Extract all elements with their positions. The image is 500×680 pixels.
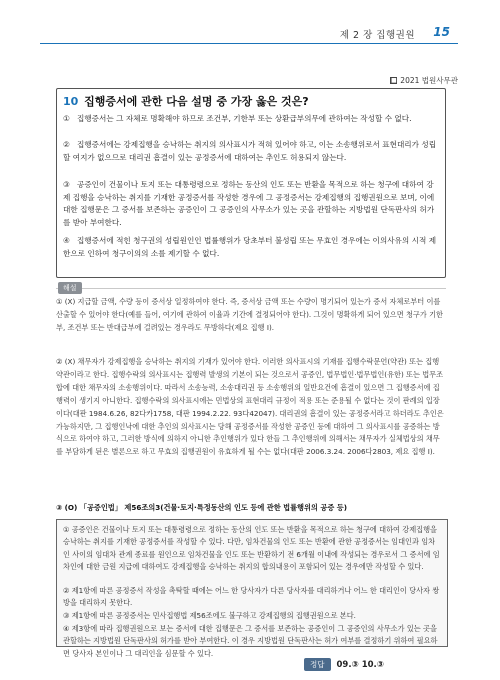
option-2 xyxy=(63,139,439,164)
page-number: 15 xyxy=(433,25,450,39)
option-mark: ④ xyxy=(63,236,70,245)
option-text: 집행증서에 적힌 청구권의 성립원인인 법률행위가 당초부터 불성립 또는 무효인 경우에는 이의사유의 시적 제한으로 인하여 청구이의의 소를 제기할 수 없다. xyxy=(63,236,437,258)
option-text: 공증인이 건물이나 토지 또는 대통령령으로 정하는 동산의 인도 또는 반환을 목적으로 하는 청구에 대하여 강제 집행을 승낙하는 취지를 기재한 공정증서를 작성한 경우에 그 공정증서는 강제집행의 집행권원으로 보며, 이에 대한 집행문은 그 증서를 보존하는 공증인이 그 공증인의 사무소가 있는 곳을 관할하는 지방법원 단독판사의 허가를 받아 부여한다. xyxy=(63,180,435,227)
question-box xyxy=(56,88,446,278)
option-text: 집행증서는 그 자체로 명확해야 하므로 조건부, 기한부 또는 상환급부의무에 관하여는 작성할 수 없다. xyxy=(77,114,412,123)
option-1 xyxy=(63,113,439,126)
option-3 xyxy=(63,179,439,229)
explanation-label: 해설 xyxy=(58,282,82,294)
question-title xyxy=(63,93,309,109)
law-item-3: ③ 제1항에 따른 공정증서는 민사집행법 제56조에도 불구하고 강제집행의 집행권원으로 본다. xyxy=(63,611,356,620)
question-text: 집행증서에 관한 다음 설명 중 가장 옳은 것은? xyxy=(84,95,309,108)
page-header xyxy=(0,0,500,44)
law-text-box xyxy=(56,519,448,658)
source-bullet-icon: ■ xyxy=(390,77,397,84)
answer-text: 09.③ 10.③ xyxy=(336,659,384,670)
answer-label: 정답 xyxy=(304,658,331,671)
option-4 xyxy=(63,235,439,260)
source-tag xyxy=(390,75,458,86)
explanation-divider xyxy=(56,288,446,289)
chapter-label: 제 2 장 집행권원 xyxy=(339,30,415,41)
option-text: 집행증서에는 강제집행을 승낙하는 취지의 의사표시가 적혀 있어야 하고, 이는 소송행위로서 표현대리가 성립할 여지가 없으므로 대리권 흠결이 있는 공정증서에 대하여는 추인도 허용되지 않는다. xyxy=(63,140,437,162)
source-text: 2021 법원사무관 xyxy=(400,76,458,85)
header-divider xyxy=(40,43,458,44)
option-mark: ① xyxy=(63,114,70,123)
question-number: 10 xyxy=(63,95,79,108)
law-item-2: ② 제1항에 따른 공정증서 작성을 촉탁할 때에는 어느 한 당사자가 다른 당사자를 대리하거나 어느 한 대리인이 당사자 쌍방을 대리하지 못한다. xyxy=(63,586,440,608)
answer-bar xyxy=(304,658,384,671)
explanation-paragraph-3: ③ (O) 「공증인법」 제56조의3(건물·토지·특정동산의 인도 등에 관한 법률행위의 공증 등) xyxy=(56,503,347,512)
explanation-paragraph-1: ① (X) 지급할 금액, 수량 등이 증서상 일정하여야 한다. 즉, 증서상 금액 또는 수량이 명기되어 있는가 증서 자체로부터 이를 산출할 수 있어야 한다(예를 들어, 여기에 관하여 이율과 기간에 결정되어야 한다). 그것이 명확하게 되어 있으면 청구가 기한부, 조건부 또는 반대급부에 걸려있는 경우라도 무방하다(제요 집행 I). xyxy=(56,297,443,332)
option-mark: ② xyxy=(63,140,70,149)
explanation-paragraph-2: ② (X) 채무자가 강제집행을 승낙하는 취지의 기재가 있어야 한다. 이러한 의사표시의 기재를 집행수락문언(약관) 또는 집행약관이라고 한다. 집행수락의 의사표시는 집행력 발생의 기본이 되는 것으로서 공증인, 법무법인·법무법인(유한) 또는 법무조합에 대한 채무자의 소송행위이다. 따라서 소송능력, 소송대리권 등 소송행위의 일반요건에 흠결이 있으면 그 집행증서에 집행력이 생기지 아니한다. 집행수락의 의사표시에는 민법상의 표현대리 규정이 적용 또는 준용될 수 없다는 것이 판례의 입장이다(대판 1984.6.26, 82다카1758, 대판 1994.2.22. 93다42047). 대리권의 흠결이 있는 공정증서라고 하더라도 추인은 가능하지만, 그 집행인낙에 대한 추인의 의사표시는 당해 공정증서를 작성한 공증인 등에 대하여 그 의사표시를 공증하는 방식으로 하여야 하고, 그러한 방식에 의하지 아니한 추인행위가 있다 한들 그 추인행위에 의해서는 채무자가 실체법상의 채무를 부담하게 된은 별론으로 하고 무효의 집행권원이 유효하게 될 수는 없다(대판 2006.3.24. 2006다2803, 제요 집행 I). xyxy=(56,357,444,457)
law-item-4: ④ 제3항에 따라 집행권원으로 보는 증서에 대한 집행문은 그 증서를 보존하는 공증인이 그 공증인의 사무소가 있는 곳을 관할하는 지방법원 단독판사의 허가를 받아 부여한다. 이 경우 지방법원 단독판사는 허가 여부를 결정하기 위하여 필요하면 당사자 본인이나 그 대리인을 심문할 수 있다. xyxy=(63,624,438,658)
law-item-1: ① 공증인은 건물이나 토지 또는 대통령령으로 정하는 동산의 인도 또는 반환을 목적으로 하는 청구에 대하여 강제집행을 승낙하는 취지를 기재한 공정증서를 작성할 수 있다. 다만, 임차건물의 인도 또는 반환에 관한 공정증서는 임대인과 임차인 사이의 임대차 관계 종료를 원인으로 임차건물을 인도 또는 반환하기 전 6개월 이내에 작성되는 경우로서 그 증서에 임차인에 대한 금원 지급에 대하여도 강제집행을 승낙하는 취지의 합의내용이 포함되어 있는 경우에만 작성할 수 있다. xyxy=(63,525,440,572)
option-mark: ③ xyxy=(63,180,70,189)
